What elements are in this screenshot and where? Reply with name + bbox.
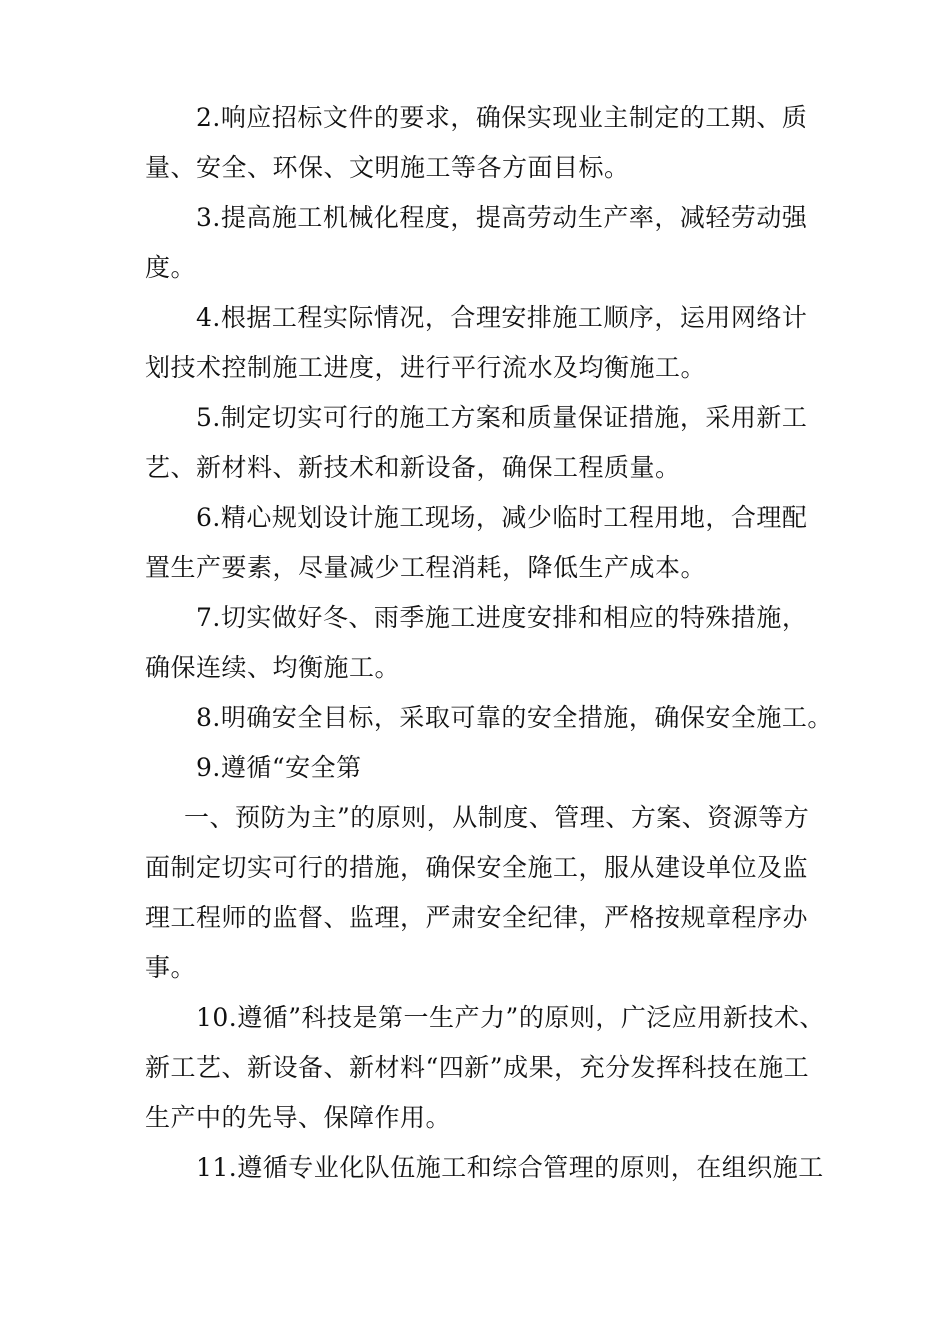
- paragraph-line: 11.遵循专业化队伍施工和综合管理的原则，在组织施工: [196, 1153, 824, 1182]
- paragraph-line: 生产中的先导、保障作用。: [145, 1103, 452, 1132]
- paragraph-line: 确保连续、均衡施工。: [145, 653, 401, 682]
- paragraph-line: 9.遵循“安全第: [196, 753, 362, 782]
- paragraph-line: 划技术控制施工进度，进行平行流水及均衡施工。: [145, 353, 707, 382]
- paragraph-line: 6.精心规划设计施工现场，减少临时工程用地，合理配: [196, 503, 808, 532]
- paragraph-line: 新工艺、新设备、新材料“四新”成果，充分发挥科技在施工: [145, 1053, 810, 1082]
- paragraph-line: 理工程师的监督、监理，严肃安全纪律，严格按规章程序办: [145, 903, 809, 932]
- paragraph-line: 7.切实做好冬、雨季施工进度安排和相应的特殊措施，: [196, 603, 808, 632]
- paragraph-line: 4.根据工程实际情况，合理安排施工顺序，运用网络计: [196, 303, 808, 332]
- paragraph-line: 置生产要素，尽量减少工程消耗，降低生产成本。: [145, 553, 707, 582]
- paragraph-line: 10.遵循”科技是第一生产力”的原则，广泛应用新技术、: [196, 1003, 825, 1032]
- paragraph-line: 2.响应招标文件的要求，确保实现业主制定的工期、质: [196, 103, 808, 132]
- paragraph-line: 5.制定切实可行的施工方案和质量保证措施，采用新工: [196, 403, 808, 432]
- paragraph-line: 事。: [145, 953, 197, 982]
- paragraph-line: 3.提高施工机械化程度，提高劳动生产率，减轻劳动强: [196, 203, 808, 232]
- paragraph-line: 量、安全、环保、文明施工等各方面目标。: [145, 153, 630, 182]
- paragraph-line: 艺、新材料、新技术和新设备，确保工程质量。: [145, 453, 681, 482]
- paragraph-line: 度。: [145, 253, 197, 282]
- paragraph-line: 8.明确安全目标，采取可靠的安全措施，确保安全施工。: [196, 703, 833, 732]
- paragraph-line: 面制定切实可行的措施，确保安全施工，服从建设单位及监: [145, 853, 809, 882]
- paragraph-line: 一、预防为主”的原则，从制度、管理、方案、资源等方: [184, 803, 810, 832]
